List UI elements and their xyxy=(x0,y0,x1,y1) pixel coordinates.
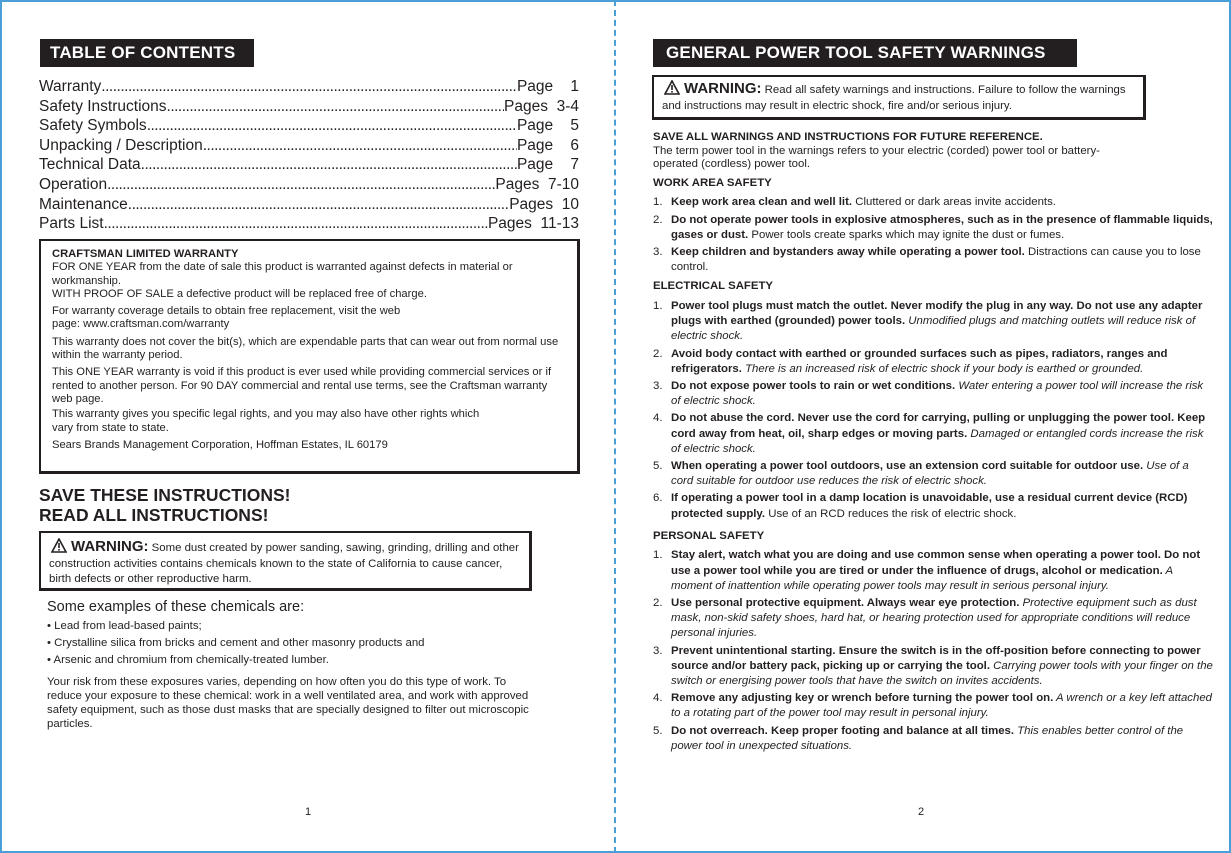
save-line-1: SAVE THESE INSTRUCTIONS! xyxy=(39,485,291,505)
table-of-contents xyxy=(39,77,579,234)
electrical-item xyxy=(653,299,1213,345)
toc-label: Operation xyxy=(39,175,108,193)
work-area-item xyxy=(653,245,1213,275)
warranty-title: CRAFTSMAN LIMITED WARRANTY xyxy=(52,248,239,260)
warning-text: Read all safety warnings and instructions. Failure to follow the warnings and instructions may result in electric shock, fire and/or serious injury. xyxy=(662,84,1126,112)
personal-title: PERSONAL SAFETY xyxy=(653,529,765,542)
toc-page: Pages 11-13 xyxy=(487,215,579,233)
item-bold-text: Stay alert, watch what you are doing and use common sense when operating a power tool. Do not use a power tool while you are tired or under the influence of drugs, alcohol or medication. xyxy=(671,549,1201,577)
toc-leader xyxy=(107,175,495,195)
warranty-p2: WITH PROOF OF SALE a defective product will be replaced free of charge. xyxy=(52,287,427,300)
save-instructions xyxy=(39,485,291,525)
item-italic-text: Water entering a power tool will increase the risk of electric shock. xyxy=(671,380,1204,408)
item-italic-text: A moment of inattention while operating power tools may result in serious personal injury. xyxy=(671,564,1173,592)
toc-leader xyxy=(128,195,509,215)
prop65-warning-box xyxy=(39,531,532,591)
page-number: 1 xyxy=(305,806,312,818)
item-bold-text: Keep children and bystanders away while operating a power tool. xyxy=(671,245,1025,258)
exposure-risk-text: Your risk from these exposures varies, depending on how often you do this type of work. To reduce your exposure to these chemical: work in a well ventilated area, and work with approved safety equipment, such as those dust masks that are specially designed to filter out microscopic particles. xyxy=(47,676,529,730)
item-number: 3. xyxy=(653,380,663,392)
item-bold-text: When operating a power tool outdoors, use an extension cord suitable for outdoor use. xyxy=(671,460,1144,473)
item-number: 2. xyxy=(653,213,663,226)
toc-label: Unpacking / Description xyxy=(39,136,203,154)
work-area-title: WORK AREA SAFETY xyxy=(653,176,772,189)
item-italic-text: This enables better control of the power tool in unexpected situations. xyxy=(671,724,1184,752)
warning-label: WARNING: xyxy=(71,538,149,555)
personal-item xyxy=(653,596,1213,642)
toc-label: Maintenance xyxy=(39,195,128,213)
electrical-item xyxy=(653,491,1213,521)
toc-page: Pages 3-4 xyxy=(504,97,579,115)
toc-row xyxy=(39,116,579,136)
warning-label: WARNING: xyxy=(684,80,762,97)
electrical-item xyxy=(653,379,1213,409)
warning-triangle-icon xyxy=(51,538,67,553)
item-bold-text: Keep work area clean and well lit. xyxy=(671,196,853,209)
warranty-p5: This ONE YEAR warranty is void if this product is ever used while providing commercial services or if rented to another person. For 90 DAY commercial and rental use terms, see the Craftsman warranty web page. xyxy=(52,366,552,405)
item-bold-text: If operating a power tool in a damp location is unavoidable, use a residual current device (RCD) protected supply. xyxy=(671,492,1188,520)
toc-leader xyxy=(147,116,517,136)
electrical-item xyxy=(653,459,1213,489)
toc-page: Page 7 xyxy=(516,156,579,174)
item-italic-text: Use of a cord suitable for outdoor use reduces the risk of electric shock. xyxy=(671,460,1189,488)
toc-row xyxy=(39,97,579,117)
personal-list xyxy=(653,548,1213,754)
item-bold-text: Avoid body contact with earthed or grounded surfaces such as pipes, radiators, ranges and refrigerators. xyxy=(671,347,1168,375)
toc-title: TABLE OF CONTENTS xyxy=(40,39,254,67)
warning-triangle-icon xyxy=(664,80,680,95)
toc-leader xyxy=(167,97,505,117)
page-1 xyxy=(0,0,614,853)
save-line-2: READ ALL INSTRUCTIONS! xyxy=(39,505,269,525)
toc-page: Page 5 xyxy=(516,117,579,135)
item-number: 1. xyxy=(653,299,663,312)
toc-row xyxy=(39,195,579,215)
general-warning-box xyxy=(652,75,1146,120)
toc-row xyxy=(39,77,579,97)
electrical-title: ELECTRICAL SAFETY xyxy=(653,280,774,293)
item-number: 2. xyxy=(653,347,663,360)
item-bold-text: Use personal protective equipment. Always wear eye protection. xyxy=(671,597,1020,610)
item-number: 5. xyxy=(653,724,663,737)
save-all-warnings: SAVE ALL WARNINGS AND INSTRUCTIONS FOR FUTURE REFERENCE. xyxy=(653,131,1043,143)
personal-item xyxy=(653,724,1213,754)
item-bold-text: Do not overreach. Keep proper footing and balance at all times. xyxy=(671,724,1015,737)
toc-row xyxy=(39,214,579,234)
toc-leader xyxy=(101,77,517,97)
electrical-item xyxy=(653,347,1213,377)
toc-row xyxy=(39,155,579,175)
item-number: 4. xyxy=(653,692,663,705)
warranty-p4: This warranty does not cover the bit(s), which are expendable parts that can wear out from normal use within the warranty period. xyxy=(52,335,559,362)
item-italic-text: Damaged or entangled cords increase the risk of electric shock. xyxy=(671,427,1204,455)
personal-item xyxy=(653,548,1213,594)
item-italic-text: Carrying power tools with your finger on the switch or energising power tools that have the switch on invites accidents. xyxy=(671,659,1213,688)
safety-warnings-content xyxy=(653,131,1213,756)
item-number: 3. xyxy=(653,644,663,657)
item-bold-text: Do not abuse the cord. Never use the cord for carrying, pulling or unplugging the power tool. Keep cord away from heat, oil, sharp edges or moving parts. xyxy=(671,412,1206,440)
warranty-p7: Sears Brands Management Corporation, Hoffman Estates, IL 60179 xyxy=(52,438,388,451)
warranty-p3: For warranty coverage details to obtain free replacement, visit the web page: www.craftsman.com/warranty xyxy=(52,305,401,331)
item-bold-text: Prevent unintentional starting. Ensure the switch is in the off-position before connecting to power source and/or battery pack, picking up or carrying the tool. xyxy=(671,644,1201,672)
personal-item xyxy=(653,644,1213,690)
toc-label: Safety Symbols xyxy=(39,117,147,135)
example-item: • Crystalline silica from bricks and cement and other masonry products and xyxy=(47,637,425,649)
work-area-item xyxy=(653,213,1213,243)
item-text: Use of an RCD reduces the risk of electric shock. xyxy=(765,507,1017,520)
example-item: • Lead from lead-based paints; xyxy=(47,620,202,632)
item-number: 3. xyxy=(653,245,663,258)
warranty-p6: This warranty gives you specific legal rights, and you may also have other rights which vary from state to state. xyxy=(52,408,480,434)
work-area-item xyxy=(653,195,1213,210)
item-italic-text: Protective equipment such as dust mask, non-skid safety shoes, hard hat, or hearing protection used for appropriate conditions will reduce personal injuries. xyxy=(671,597,1197,640)
toc-leader xyxy=(141,155,517,175)
toc-row xyxy=(39,136,579,156)
personal-item xyxy=(653,691,1213,721)
item-bold-text: Do not operate power tools in explosive atmospheres, such as in the presence of flammable liquids, gases or dust. xyxy=(671,213,1213,241)
item-number: 6. xyxy=(653,492,663,505)
item-bold-text: Remove any adjusting key or wrench before turning the power tool on. xyxy=(671,692,1054,705)
warning-text: Some dust created by power sanding, sawing, grinding, drilling and other construction activities contains chemicals known to the state of California to cause cancer, birth defects or other reproductive harm. xyxy=(49,542,519,586)
item-number: 1. xyxy=(653,549,663,562)
electrical-list xyxy=(653,299,1213,522)
work-area-list xyxy=(653,195,1213,275)
safety-title: GENERAL POWER TOOL SAFETY WARNINGS xyxy=(653,39,1077,67)
toc-label: Parts List xyxy=(39,215,104,233)
warranty-p1: FOR ONE YEAR from the date of sale this product is warranted against defects in material or workmanship. xyxy=(52,261,513,287)
item-italic-text: Unmodified plugs and matching outlets will reduce risk of electric shock. xyxy=(671,315,1196,343)
item-text: Distractions can cause you to lose control. xyxy=(671,245,1201,274)
examples-title: Some examples of these chemicals are: xyxy=(47,599,305,615)
power-tool-term: The term power tool in the warnings refers to your electric (corded) power tool or battery-operated (cordless) power tool. xyxy=(653,144,1100,171)
item-bold-text: Power tool plugs must match the outlet. Never modify the plug in any way. Do not use any adapter plugs with earthed (grounded) power tools. xyxy=(671,299,1203,328)
toc-page: Pages 10 xyxy=(509,195,579,213)
toc-page: Page 6 xyxy=(516,136,579,154)
item-number: 5. xyxy=(653,460,663,473)
item-number: 4. xyxy=(653,412,663,425)
toc-page: Pages 7-10 xyxy=(495,175,579,193)
item-italic-text: There is an increased risk of electric shock if your body is earthed or grounded. xyxy=(741,362,1144,375)
item-text: Cluttered or dark areas invite accidents. xyxy=(852,196,1056,209)
electrical-item xyxy=(653,411,1213,457)
item-text: Power tools create sparks which may ignite the dust or fumes. xyxy=(748,228,1065,241)
page-number: 2 xyxy=(918,806,925,818)
toc-leader xyxy=(104,214,488,234)
item-bold-text: Do not expose power tools to rain or wet conditions. xyxy=(671,380,956,392)
item-number: 1. xyxy=(653,196,663,209)
toc-leader xyxy=(203,136,517,156)
toc-page: Page 1 xyxy=(516,78,579,95)
toc-label: Technical Data xyxy=(39,156,141,174)
toc-row xyxy=(39,175,579,195)
example-item: • Arsenic and chromium from chemically-treated lumber. xyxy=(47,654,329,666)
warranty-box xyxy=(39,239,580,474)
chemical-examples xyxy=(47,598,567,731)
toc-label: Warranty xyxy=(39,78,102,95)
item-number: 2. xyxy=(653,597,663,610)
item-italic-text: A wrench or a key left attached to a rotating part of the power tool may result in personal injury. xyxy=(671,692,1212,720)
toc-label: Safety Instructions xyxy=(39,97,167,115)
